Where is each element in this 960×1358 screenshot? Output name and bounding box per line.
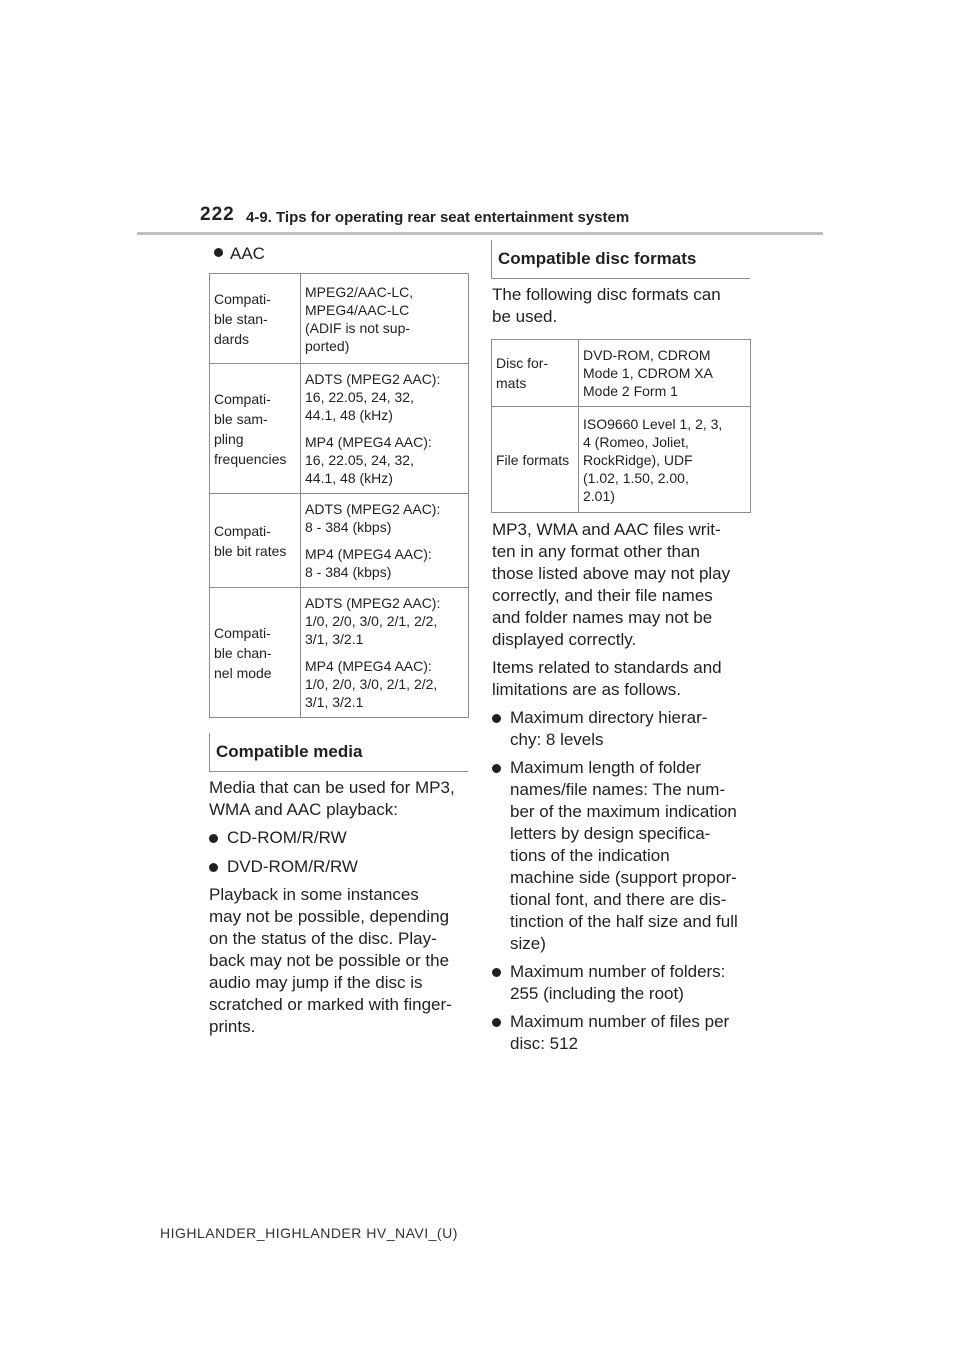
aac-label: AAC: [230, 244, 265, 263]
row-values: [301, 364, 469, 494]
table-row: [210, 364, 469, 494]
row-values: [301, 588, 469, 718]
list-item: Maximum number of folders: 255 (including the root): [492, 961, 760, 1005]
media-intro: Media that can be used for MP3, WMA and AAC playback:: [209, 778, 455, 819]
row-label: Disc for- mats: [492, 340, 579, 407]
bullet-icon: [214, 248, 223, 257]
row-label: Compati- ble chan- nel mode: [210, 588, 301, 718]
row-label: Compati- ble stan- dards: [210, 274, 301, 364]
row-value: DVD-ROM, CDROM Mode 1, CDROM XA Mode 2 Form 1: [579, 340, 751, 407]
list-item: Maximum directory hierar- chy: 8 levels: [492, 707, 760, 751]
aac-spec-table: [209, 273, 469, 718]
list-item: CD-ROM/R/RW: [209, 827, 474, 849]
row-values: [301, 494, 469, 588]
row-label: File formats: [492, 407, 579, 513]
compatible-disc-formats-heading: Compatible disc formats: [491, 240, 750, 279]
discs-para2: Items related to standards and limitations are as follows.: [492, 658, 722, 699]
table-row: [492, 340, 751, 407]
page-number: 222: [200, 204, 235, 225]
disc-format-table: [491, 339, 751, 513]
row-value: ISO9660 Level 1, 2, 3, 4 (Romeo, Joliet, RockRidge), UDF (1.02, 1.50, 2.00, 2.01): [579, 407, 751, 513]
row-value: ADTS (MPEG2 AAC): 8 - 384 (kbps): [305, 501, 441, 535]
limits-list: [492, 707, 760, 1055]
row-value: ADTS (MPEG2 AAC): 1/0, 2/0, 3/0, 2/1, 2/2, 3/1, 3/2.1: [305, 595, 441, 647]
list-item: Maximum number of files per disc: 512: [492, 1011, 760, 1055]
compatible-media-section: [209, 777, 474, 1038]
section-title: 4-9. Tips for operating rear seat entertainment system: [246, 209, 630, 226]
media-note: Playback in some instances may not be possible, depending on the status of the disc. Play- back may not be possible or the audio may jump if the disc is scratched or marked with finger- prints.: [209, 885, 452, 1036]
footer-text: HIGHLANDER_HIGHLANDER HV_NAVI_(U): [160, 1225, 458, 1241]
list-item: DVD-ROM/R/RW: [209, 856, 474, 878]
aac-bullet: [214, 243, 265, 265]
media-list: [209, 827, 474, 878]
table-row: [492, 407, 751, 513]
row-value: MP4 (MPEG4 AAC): 1/0, 2/0, 3/0, 2/1, 2/2, 3/1, 3/2.1: [305, 658, 438, 710]
row-values: [301, 274, 469, 364]
list-item: Maximum length of folder names/file names: The num- ber of the maximum indication letters by design specifica- tions of the indication machine side (support propor- tional font, and there are dis- tinction of the half size and full size): [492, 757, 760, 955]
table-row: [210, 588, 469, 718]
row-value: MPEG2/AAC-LC, MPEG4/AAC-LC (ADIF is not sup- ported): [305, 283, 414, 354]
table-row: [210, 494, 469, 588]
row-value: MP4 (MPEG4 AAC): 8 - 384 (kbps): [305, 546, 432, 580]
header-rule: [137, 232, 823, 235]
discs-para1: MP3, WMA and AAC files writ- ten in any format other than those listed above may not play correctly, and their file names and folder names may not be displayed correctly.: [492, 520, 731, 649]
row-label: Compati- ble sam- pling frequencies: [210, 364, 301, 494]
discs-intro: The following disc formats can be used.: [492, 285, 721, 326]
compatible-media-heading: Compatible media: [209, 733, 468, 772]
table-row: [210, 274, 469, 364]
row-value: MP4 (MPEG4 AAC): 16, 22.05, 24, 32, 44.1, 48 (kHz): [305, 434, 432, 486]
row-value: ADTS (MPEG2 AAC): 16, 22.05, 24, 32, 44.1, 48 (kHz): [305, 371, 441, 423]
row-label: Compati- ble bit rates: [210, 494, 301, 588]
disc-notes-section: [492, 519, 760, 1055]
